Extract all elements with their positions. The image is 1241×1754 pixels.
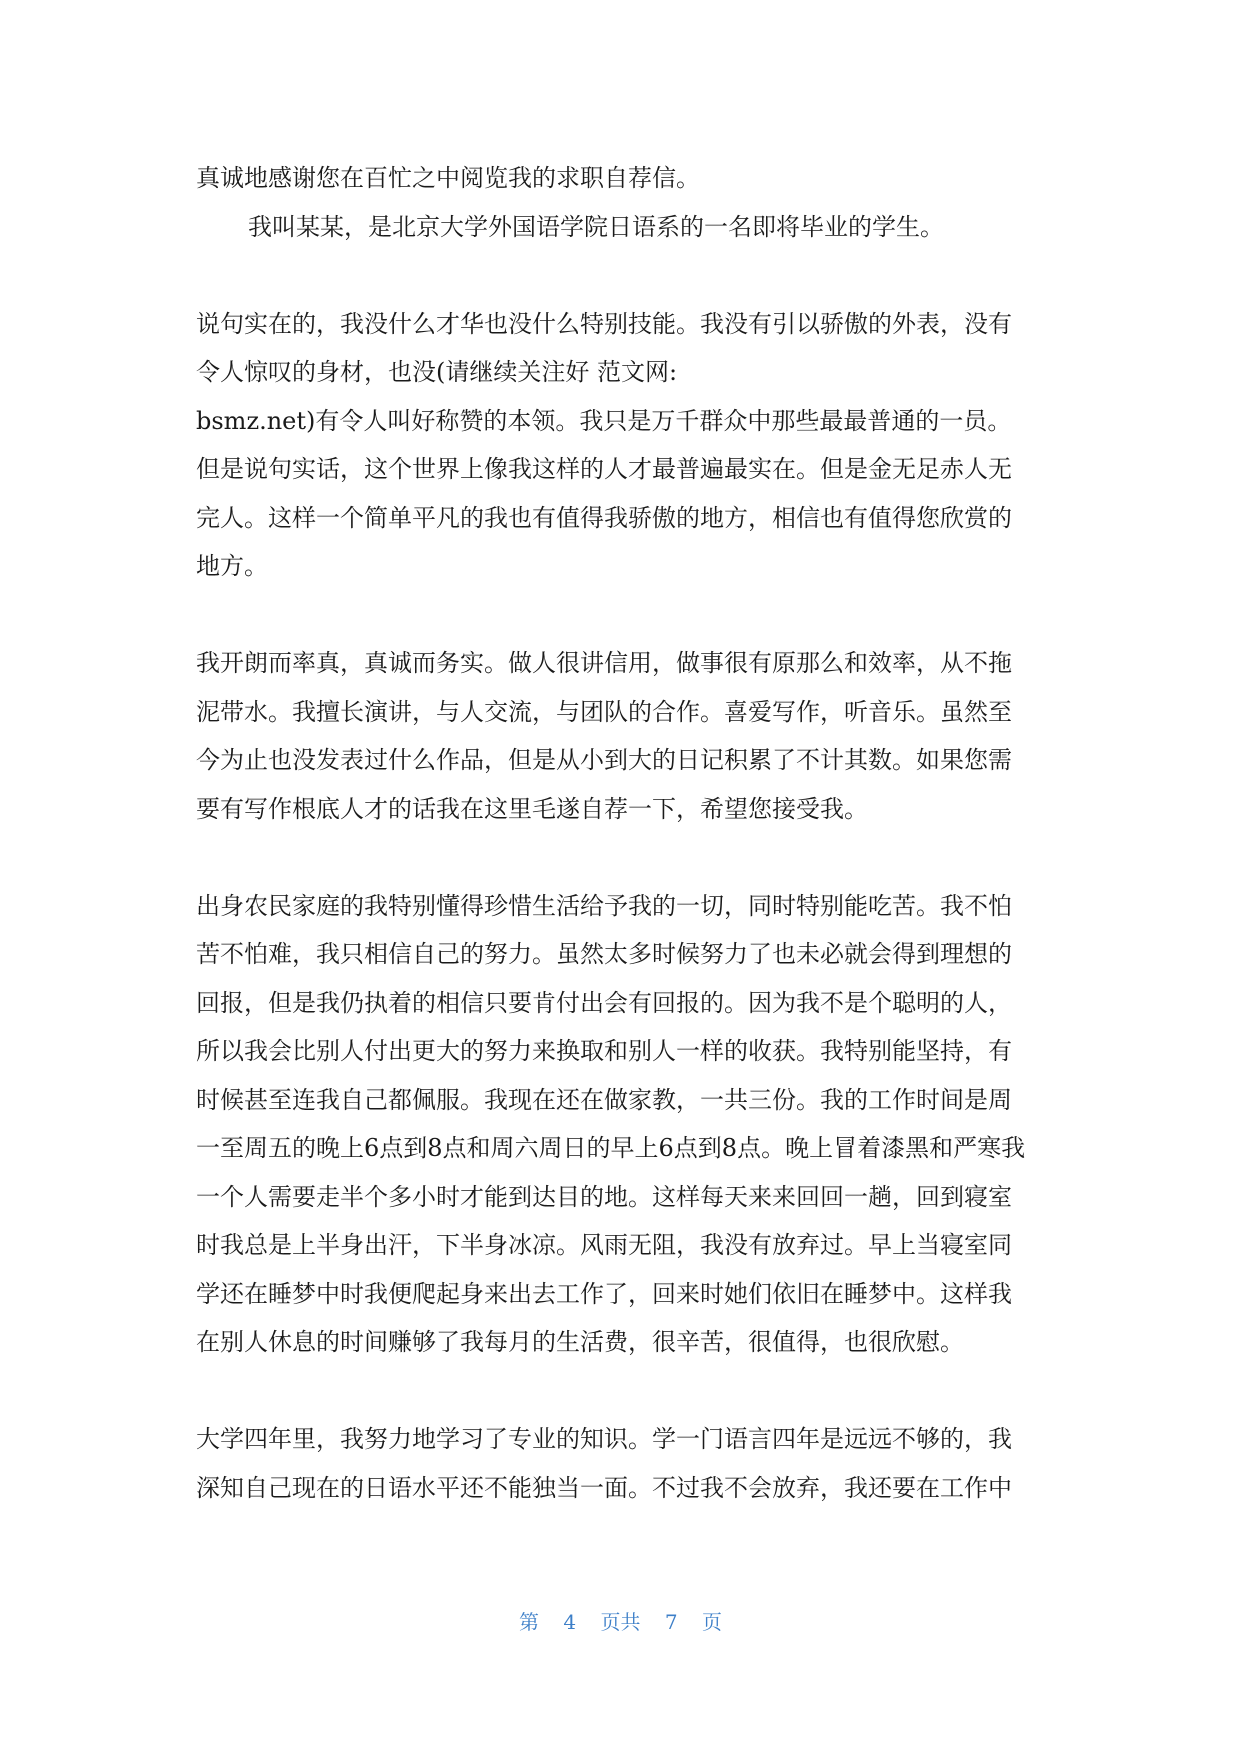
text-line: 出身农民家庭的我特别懂得珍惜生活给予我的一切，同时特别能吃苦。我不怕 [196,891,1012,920]
text-line: 我叫某某，是北京大学外国语学院日语系的一名即将毕业的学生。 [248,212,944,241]
text-line: 回报，但是我仍执着的相信只要肯付出会有回报的。因为我不是个聪明的人， [196,988,1012,1017]
text-line: 今为止也没发表过什么作品，但是从小到大的日记积累了不计其数。如果您需 [196,746,1012,774]
text-line: 苦不怕难，我只相信自己的努力。虽然太多时候努力了也未必就会得到理想的 [196,940,1012,968]
text-line: 但是说句实话，这个世界上像我这样的人才最普遍最实在。但是金无足赤人无 [196,455,1012,483]
text-line: 说句实在的，我没什么才华也没什么特别技能。我没有引以骄傲的外表，没有 [196,309,1012,338]
text-line: 时候甚至连我自己都佩服。我现在还在做家教，一共三份。我的工作时间是周 [196,1085,1012,1114]
text-line: 令人惊叹的身材，也没(请继续关注好 范文网: [196,358,678,386]
text-line: 学还在睡梦中时我便爬起身来出去工作了，回来时她们依旧在睡梦中。这样我 [196,1279,1012,1308]
text-line: 完人。这样一个简单平凡的我也有值得我骄傲的地方，相信也有值得您欣赏的 [196,503,1012,532]
footer-suffix: 页 [701,1610,722,1634]
text-line: 真诚地感谢您在百忙之中阅览我的求职自荐信。 [196,164,700,192]
text-line: 我开朗而率真，真诚而务实。做人很讲信用，做事很有原那么和效率，从不拖 [196,649,1012,677]
text-line: 一至周五的晚上6点到8点和周六周日的早上6点到8点。晚上冒着漆黑和严寒我 [196,1134,1026,1162]
paragraph-gap [196,591,1056,640]
footer-prefix: 第 [519,1610,540,1634]
text-line: 一个人需要走半个多小时才能到达目的地。这样每天来来回回一趟，回到寝室 [196,1182,1012,1211]
paragraph-introduction [196,203,1056,252]
text-line: 要有写作根底人才的话我在这里毛遂自荐一下，希望您接受我。 [196,794,868,823]
paragraph-gap [196,1367,1056,1416]
footer-middle: 页共 [600,1610,641,1634]
paragraph-gap [196,833,1056,882]
text-line: 在别人休息的时间赚够了我每月的生活费，很辛苦，很值得，也很欣慰。 [196,1328,964,1356]
paragraph-gap [196,251,1056,300]
footer-current-page: 4 [563,1610,577,1634]
footer-total-pages: 7 [664,1610,678,1634]
text-line: 泥带水。我擅长演讲，与人交流，与团队的合作。喜爱写作，听音乐。虽然至 [196,697,1012,726]
text-line: 大学四年里，我努力地学习了专业的知识。学一门语言四年是远远不够的，我 [196,1425,1012,1453]
paragraph-studies [196,1415,1056,1512]
text-line: 所以我会比别人付出更大的努力来换取和别人一样的收获。我特别能坚持，有 [196,1037,1012,1065]
paragraph-personality [196,639,1056,833]
paragraph-modesty [196,300,1056,591]
text-line: 时我总是上半身出汗，下半身冰凉。风雨无阻，我没有放弃过。早上当寝室同 [196,1231,1012,1259]
text-line: 地方。 [196,552,268,580]
paragraph-background [196,882,1056,1367]
paragraph-thanks [196,154,1056,203]
text-line: bsmz.net)有令人叫好称赞的本领。我只是万千群众中那些最最普通的一员。 [196,406,1012,435]
page-number-footer [0,1606,1241,1635]
letter-body [196,154,1056,1512]
text-line: 深知自己现在的日语水平还不能独当一面。不过我不会放弃，我还要在工作中 [196,1473,1012,1502]
